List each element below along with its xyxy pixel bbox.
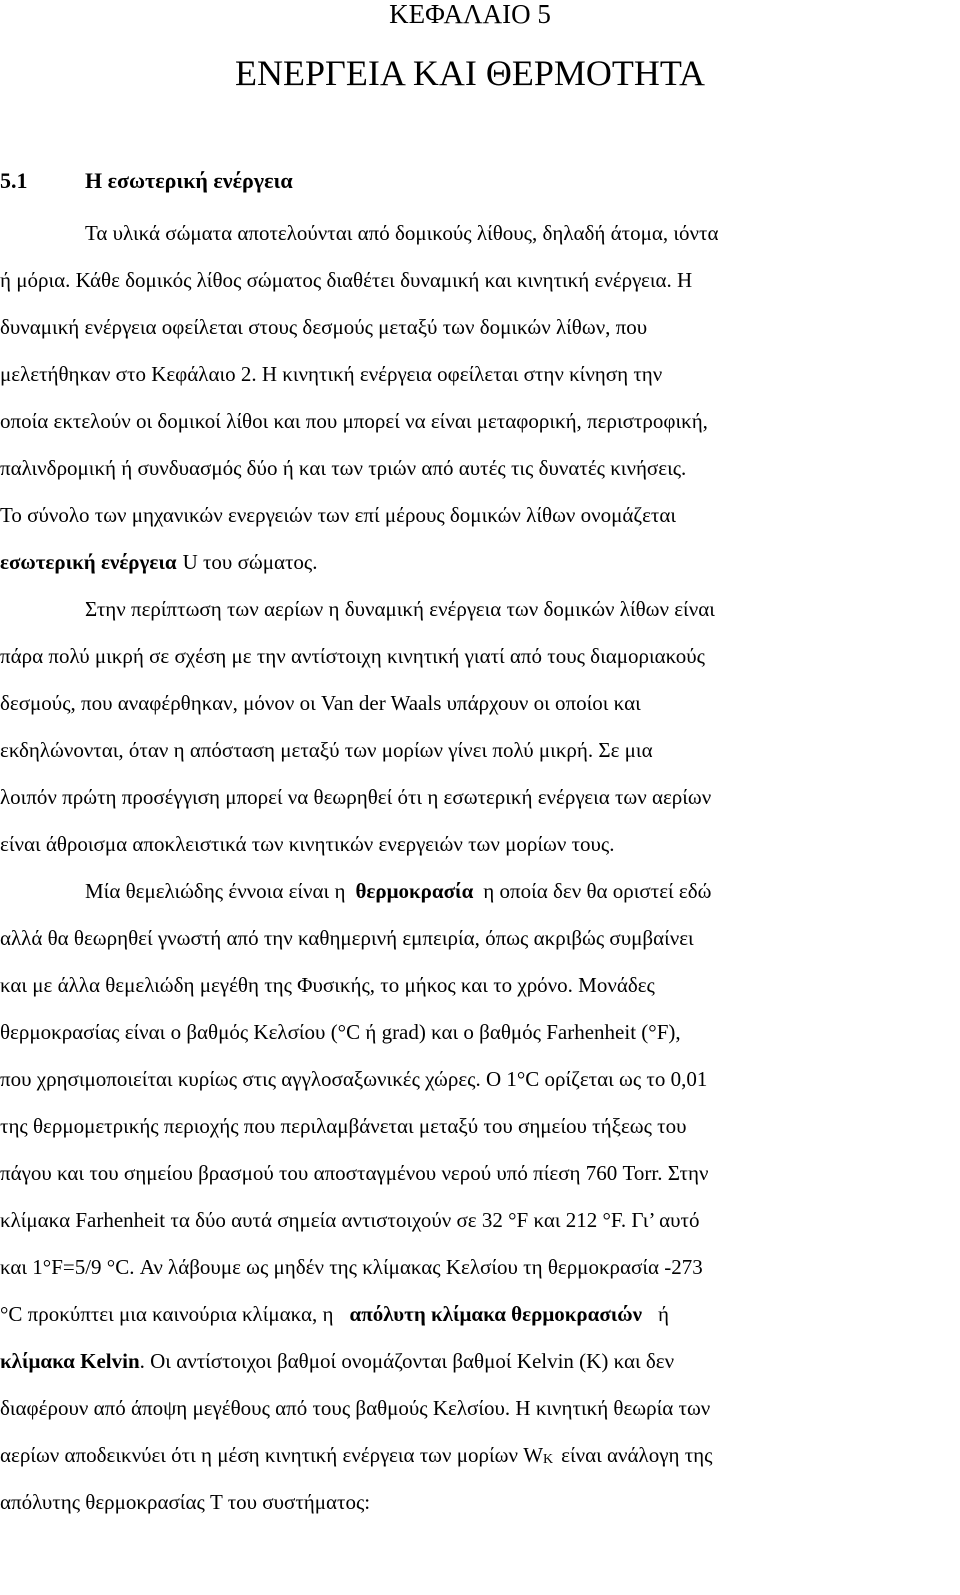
text-line: πάγου και του σημείου βρασμού του αποσταγμένου νερού υπό πίεση 760 Torr. Στην (0, 1161, 709, 1185)
text-line: οποία εκτελούν οι δομικοί λίθοι και που μπορεί να είναι μεταφορική, περιστροφική, (0, 409, 708, 433)
text-line: εσωτερική ενέργεια U του σώματος. (0, 539, 940, 586)
text-line: μελετήθηκαν στο Κεφάλαιο 2. Η κινητική ενέργεια οφείλεται στην κίνηση την (0, 362, 663, 386)
text-line: διαφέρουν από άποψη μεγέθους από τους βαθμούς Κελσίου. Η κινητική θεωρία των (0, 1396, 711, 1420)
text-line: Το σύνολο των μηχανικών ενεργειών των επί μέρους δομικών λίθων ονομάζεται (0, 503, 676, 527)
text-line: Τα υλικά σώματα αποτελούνται από δομικούς λίθους, δηλαδή άτομα, ιόντα (85, 221, 719, 245)
text-line: κλίμακα Kelvin . Οι αντίστοιχοι βαθμοί ονομάζονται βαθμοί Kelvin (K) και δεν (0, 1338, 940, 1385)
text-line: παλινδρομική ή συνδυασμός δύο ή και των τριών από αυτές τις δυνατές κινήσεις. (0, 456, 687, 480)
text-line: πάρα πολύ μικρή σε σχέση με την αντίστοιχη κινητική γιατί από τους διαμοριακούς (0, 644, 705, 668)
text-line: που χρησιμοποιείται κυρίως στις αγγλοσαξωνικές χώρες. Ο 1°C ορίζεται ως το 0,01 (0, 1067, 708, 1091)
text-line: λοιπόν πρώτη προσέγγιση μπορεί να θεωρηθεί ότι η εσωτερική ενέργεια των αερίων (0, 785, 712, 809)
body-text (0, 210, 940, 1526)
text-line: εκδηλώνονται, όταν η απόσταση μεταξύ των μορίων γίνει πολύ μικρή. Σε μια (0, 738, 653, 762)
text-line: δυναμική ενέργεια οφείλεται στους δεσμούς μεταξύ των δομικών λίθων, που (0, 315, 648, 339)
text-line: απόλυτης θερμοκρασίας T του συστήματος: (0, 1490, 371, 1514)
text-line: δεσμούς, που αναφέρθηκαν, μόνον οι Van der Waals υπάρχουν οι οποίοι και (0, 691, 641, 715)
chapter-title: ΕΝΕΡΓΕΙΑ ΚΑΙ ΘΕΡΜΟΤΗΤΑ (235, 53, 705, 93)
term-temperature: θερμοκρασία (355, 879, 474, 903)
text-line: και 1°F=5/9 °C. Αν λάβουμε ως μηδέν της κλίμακας Κελσίου τη θερμοκρασία -273 (0, 1255, 703, 1279)
text-line: θερμοκρασίας είναι ο βαθμός Κελσίου (°C ή grad) και ο βαθμός Farhenheit (°F), (0, 1020, 681, 1044)
text-line: Στην περίπτωση των αερίων η δυναμική ενέργεια των δομικών λίθων είναι (85, 597, 715, 621)
section-number: 5.1 (0, 168, 28, 193)
section-heading (0, 165, 293, 197)
text-line: αλλά θα θεωρηθεί γνωστή από την καθημερινή εμπειρία, όπως ακριβώς συμβαίνει (0, 926, 694, 950)
text-line: της θερμομετρικής περιοχής που περιλαμβάνεται μεταξύ του σημείου τήξεως του (0, 1114, 687, 1138)
term-kelvin-scale: κλίμακα Kelvin (0, 1349, 140, 1373)
text-line: και με άλλα θεμελιώδη μεγέθη της Φυσικής, το μήκος και το χρόνο. Μονάδες (0, 973, 655, 997)
term-internal-energy: εσωτερική ενέργεια (0, 550, 177, 574)
subscript-k: K (543, 1452, 554, 1467)
section-title: Η εσωτερική ενέργεια (85, 168, 293, 193)
chapter-label: ΚΕΦΑΛΑΙΟ 5 (389, 0, 551, 29)
term-absolute-scale: απόλυτη κλίμακα θερμοκρασιών (349, 1302, 643, 1326)
text-line: αερίων αποδεικνύει ότι η μέση κινητική ενέργεια των μορίων W $_K$ είναι ανάλογη της (0, 1432, 940, 1479)
text-line: είναι άθροισμα αποκλειστικά των κινητικών ενεργειών των μορίων τους. (0, 832, 615, 856)
text-line: Μία θεμελιώδης έννοια είναι η θερμοκρασία η οποία δεν θα οριστεί εδώ (0, 868, 940, 915)
text-line: κλίμακα Farhenheit τα δύο αυτά σημεία αντιστοιχούν σε 32 °F και 212 °F. Γι’ αυτό (0, 1208, 700, 1232)
text-line: °C προκύπτει μια καινούρια κλίμακα, η απόλυτη κλίμακα θερμοκρασιών ή (0, 1291, 940, 1338)
text-line: ή μόρια. Κάθε δομικός λίθος σώματος διαθέτει δυναμική και κινητική ενέργεια. Η (0, 268, 693, 292)
